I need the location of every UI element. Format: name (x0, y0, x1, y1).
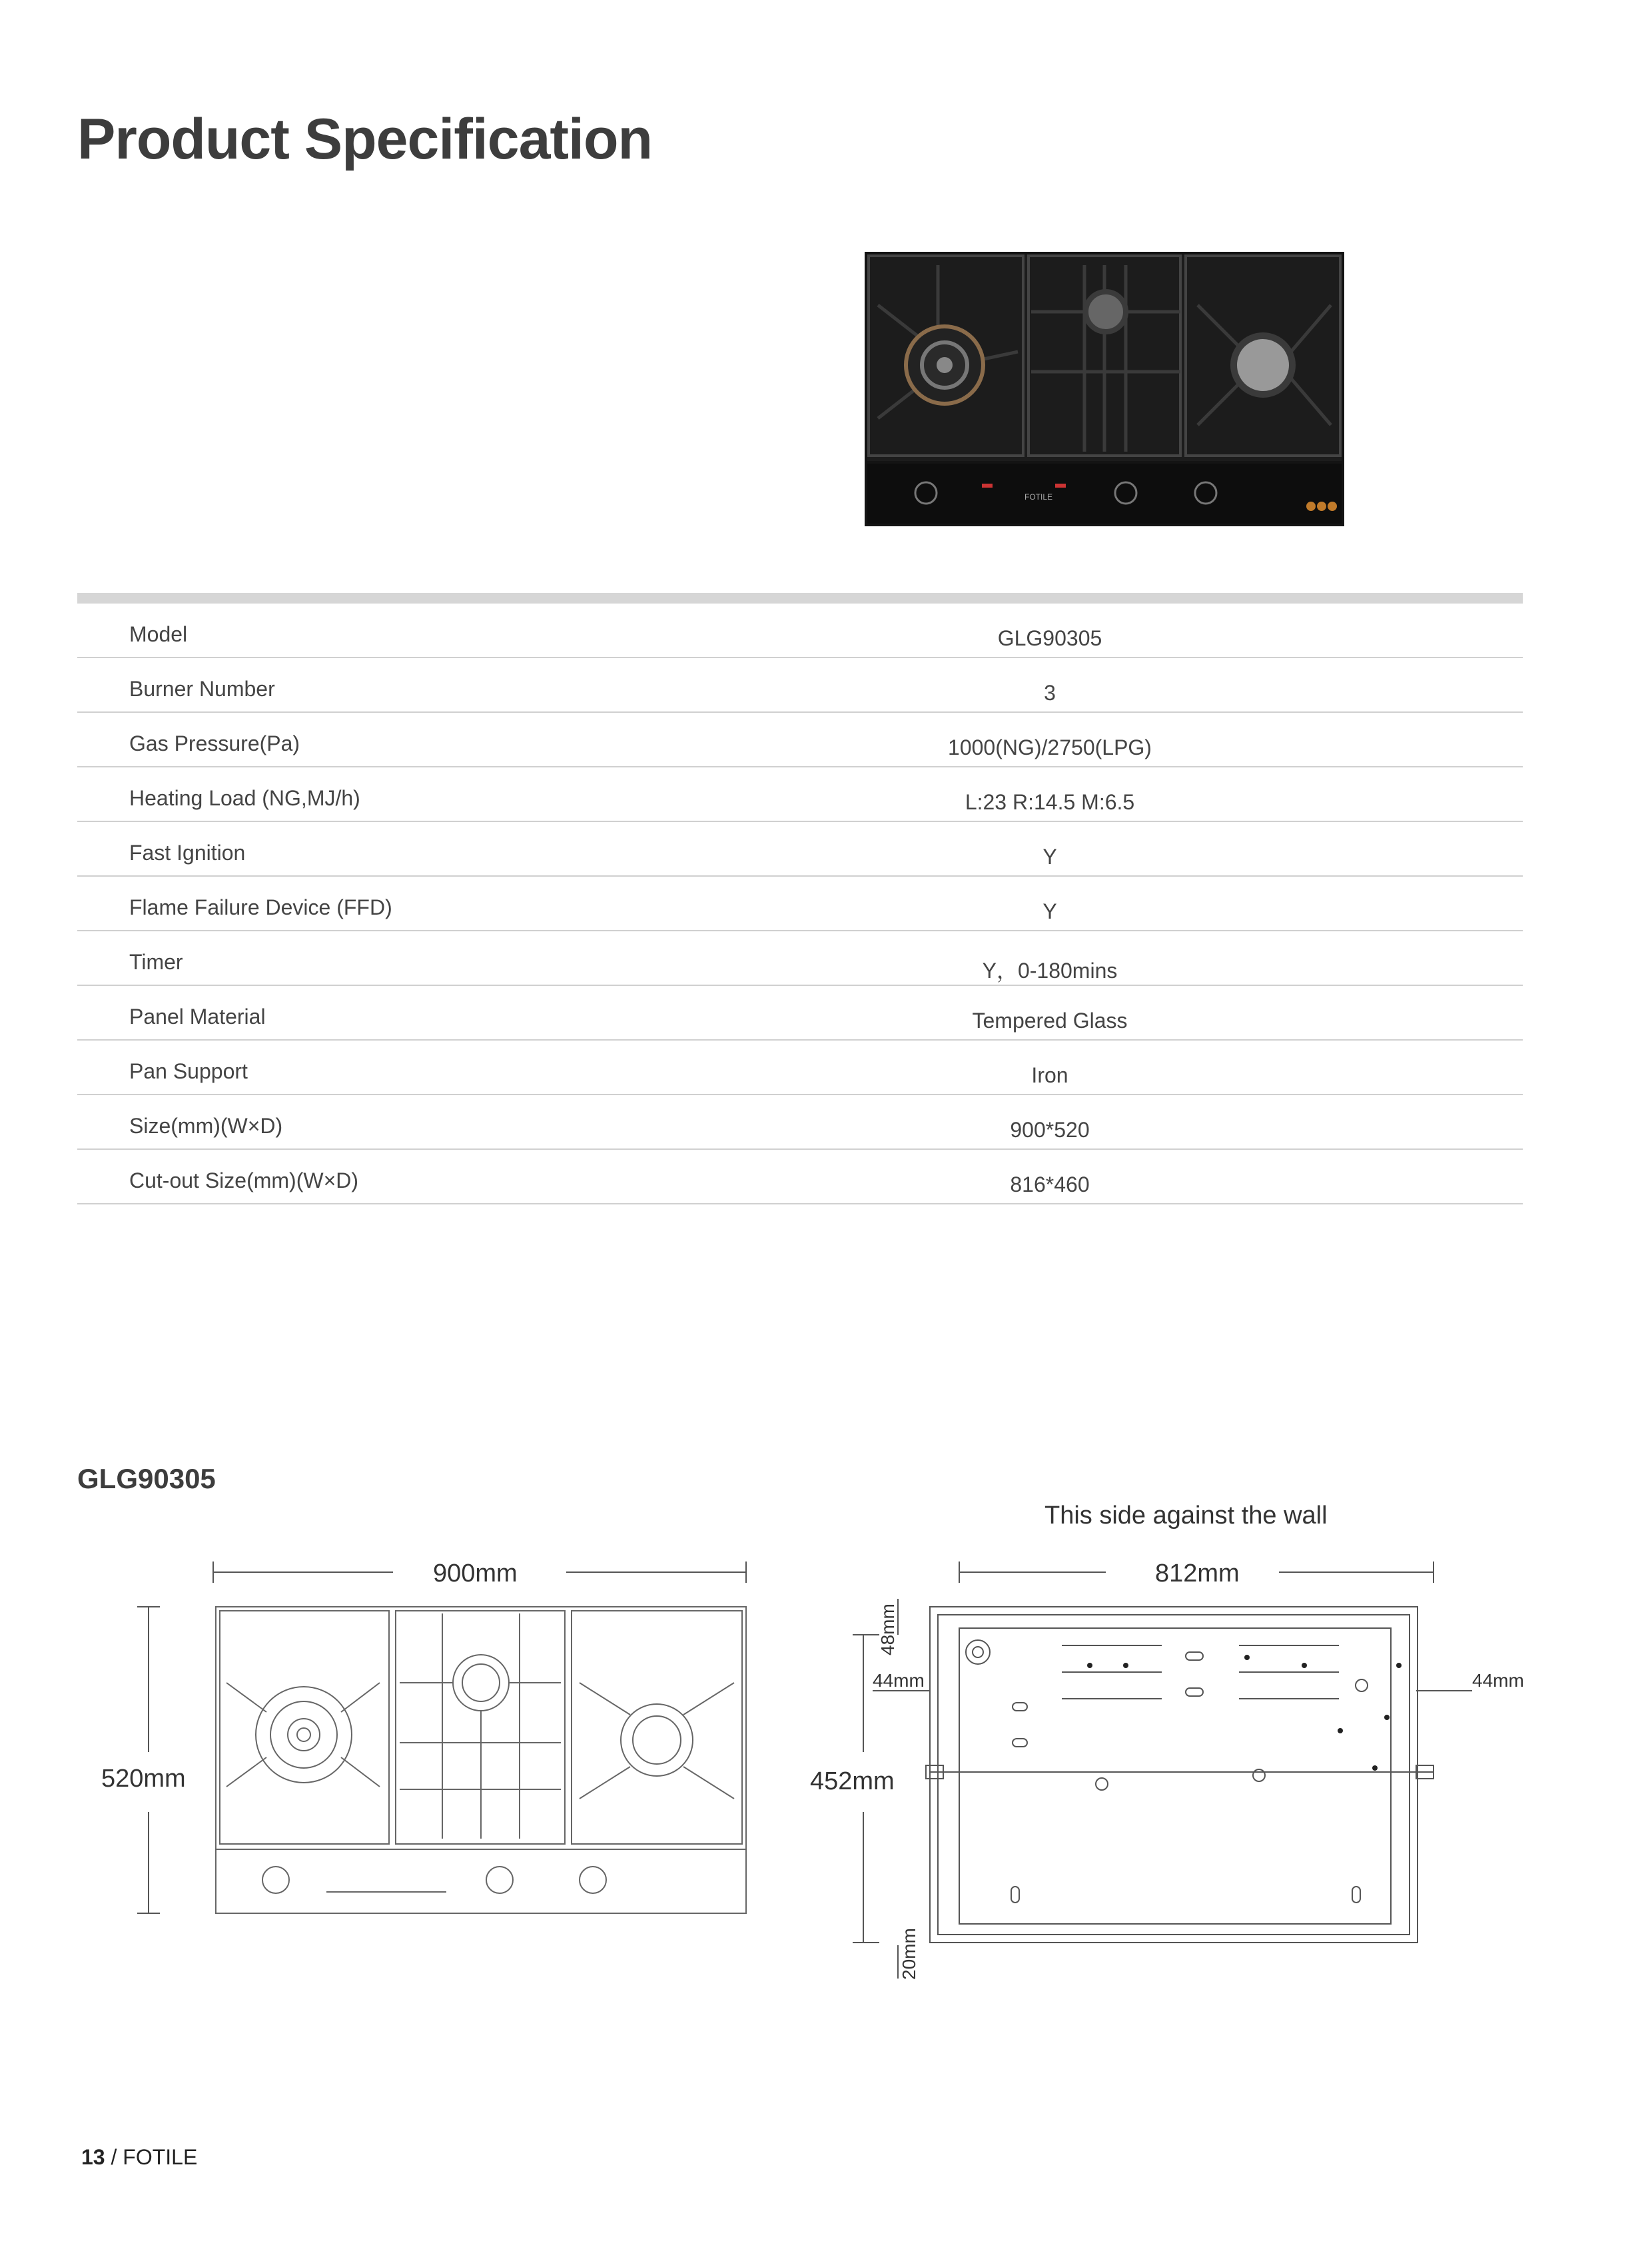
spec-label: Pan Support (129, 1059, 248, 1083)
footer-separator: / (105, 2145, 123, 2169)
front-view-drawing (87, 1546, 766, 1932)
spec-value: Y (1042, 899, 1057, 923)
bottom-depth-label: 452mm (810, 1767, 895, 1795)
bottom-margin-label: 20mm (899, 1928, 919, 1980)
spec-value: 900*520 (1010, 1118, 1090, 1142)
front-width-label: 900mm (433, 1560, 518, 1587)
spec-label: Gas Pressure(Pa) (129, 731, 300, 755)
spec-label: Flame Failure Device (FFD) (129, 895, 392, 919)
spec-label: Fast Ignition (129, 841, 246, 865)
table-row (77, 877, 1523, 931)
page-footer (81, 2145, 197, 2170)
spec-value: 1000(NG)/2750(LPG) (948, 735, 1152, 759)
spec-label: Burner Number (129, 677, 275, 701)
top-margin-label: 48mm (877, 1603, 898, 1655)
side-left-label: 44mm (873, 1670, 925, 1691)
bottom-width-label: 812mm (1155, 1560, 1240, 1587)
table-row (77, 822, 1523, 877)
spec-value: Tempered Glass (972, 1009, 1128, 1033)
photo-brand-mark: FOTILE (1025, 492, 1053, 502)
spec-value: 3 (1044, 681, 1056, 705)
page-title: Product Specification (77, 107, 653, 171)
table-row (77, 604, 1523, 658)
spec-label: Heating Load (NG,MJ/h) (129, 786, 360, 810)
drawing-model-heading: GLG90305 (77, 1463, 216, 1494)
table-row (77, 1041, 1523, 1095)
spec-value: Y，0-180mins (982, 959, 1118, 983)
spec-label: Model (129, 622, 188, 646)
spec-value: Y (1042, 845, 1057, 869)
front-depth-label: 520mm (101, 1765, 186, 1793)
spec-label: Cut-out Size(mm)(W×D) (129, 1168, 359, 1192)
footer-brand: FOTILE (123, 2145, 198, 2169)
table-row (77, 767, 1523, 822)
spec-value: GLG90305 (997, 626, 1102, 650)
spec-value: 816*460 (1010, 1172, 1090, 1196)
table-row (77, 1150, 1523, 1204)
spec-label: Size(mm)(W×D) (129, 1114, 283, 1138)
spec-value: Iron (1031, 1063, 1068, 1087)
table-row (77, 931, 1523, 986)
table-top-bar (77, 593, 1523, 604)
table-row (77, 986, 1523, 1041)
table-row (77, 713, 1523, 767)
spec-value: L:23 R:14.5 M:6.5 (965, 790, 1135, 814)
spec-table (77, 593, 1523, 1204)
product-photo (865, 252, 1344, 526)
side-right-label: 44mm (1472, 1670, 1524, 1691)
spec-label: Timer (129, 950, 183, 974)
bottom-view-drawing (799, 1546, 1559, 1985)
table-row (77, 658, 1523, 713)
wall-note: This side against the wall (1044, 1502, 1328, 1530)
table-row (77, 1095, 1523, 1150)
spec-label: Panel Material (129, 1005, 266, 1029)
page-number: 13 (81, 2145, 105, 2169)
